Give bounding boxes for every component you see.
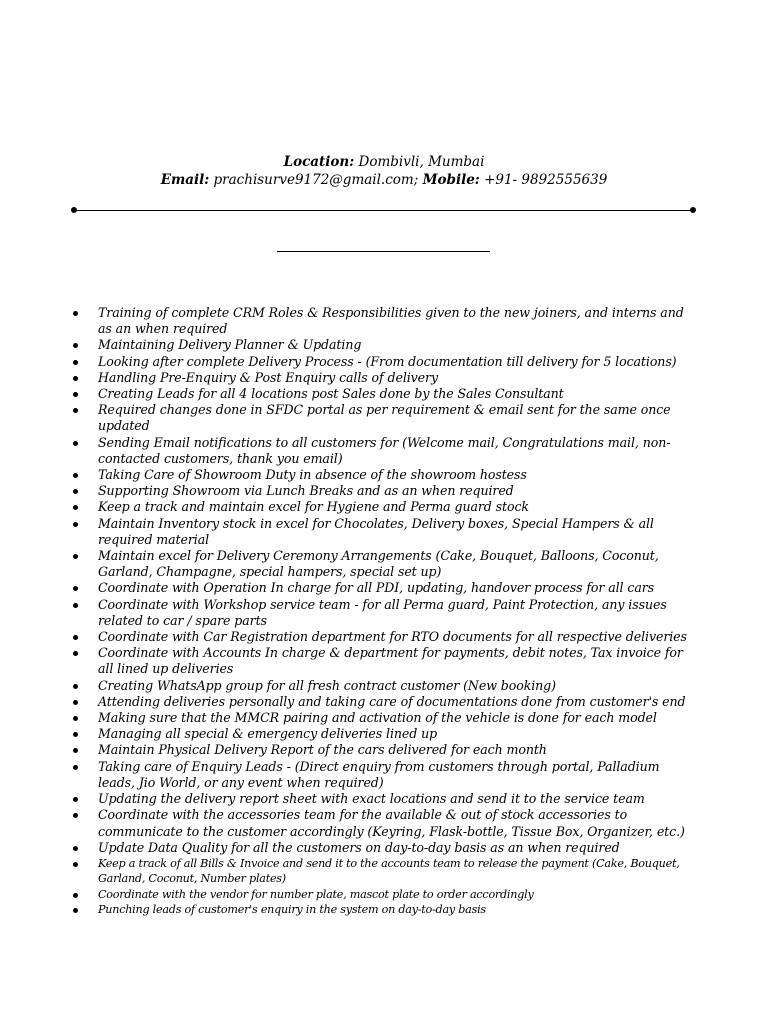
list-item-text: Managing all special & emergency deliveries lined up xyxy=(98,726,438,742)
bullet-icon xyxy=(73,732,78,737)
bullet-icon xyxy=(73,441,78,446)
bullet-icon xyxy=(73,797,78,802)
list-item-text: Coordinate with Operation In charge for all PDI, updating, handover process for all cars xyxy=(98,580,655,596)
list-item xyxy=(70,499,700,515)
bullet-icon xyxy=(73,846,78,851)
bullet-icon xyxy=(73,716,78,721)
list-item xyxy=(70,386,700,402)
list-item-text: Taking Care of Showroom Duty in absence of the showroom hostess xyxy=(98,467,527,483)
list-item xyxy=(70,305,700,337)
list-item-text: Sending Email notifications to all customers for (Welcome mail, Congratulations mail, non-contacted customers, thank you email) xyxy=(98,434,671,466)
list-item-text: Looking after complete Delivery Process - (From documentation till delivery for 5 locations) xyxy=(98,353,677,369)
mobile-label: Mobile: xyxy=(422,172,480,188)
list-item-text: Coordinate with the vendor for number plate, mascot plate to order accordingly xyxy=(98,887,534,901)
list-item-text: Handling Pre-Enquiry & Post Enquiry calls of delivery xyxy=(98,369,438,385)
list-item-text: Keep a track and maintain excel for Hygiene and Perma guard stock xyxy=(98,499,529,515)
list-item-text: Taking care of Enquiry Leads - (Direct enquiry from customers through portal, Palladium leads, Jio World, or any event when required) xyxy=(98,758,660,790)
list-item xyxy=(70,742,700,758)
list-item-text: Punching leads of customer's enquiry in the system on day-to-day basis xyxy=(98,903,486,917)
section-heading-underline xyxy=(277,251,490,252)
list-item xyxy=(70,678,700,694)
list-item xyxy=(70,791,700,807)
bullet-icon xyxy=(73,651,78,656)
list-item xyxy=(70,370,700,386)
list-item xyxy=(70,629,700,645)
list-item-text: Coordinate with Workshop service team - for all Perma guard, Paint Protection, any issues related to car / spare parts xyxy=(98,596,667,628)
bullet-icon xyxy=(73,343,78,348)
list-item xyxy=(70,354,700,370)
list-item xyxy=(70,467,700,483)
bullet-icon xyxy=(73,522,78,527)
list-item xyxy=(70,726,700,742)
bullet-icon xyxy=(73,893,78,898)
email-label: Email: xyxy=(160,172,210,188)
list-item xyxy=(70,548,700,580)
bullet-icon xyxy=(73,586,78,591)
bullet-icon xyxy=(73,684,78,689)
list-item xyxy=(70,337,700,353)
list-item-text: Maintain Physical Delivery Report of the cars delivered for each month xyxy=(98,742,547,758)
location-label: Location: xyxy=(283,154,355,170)
list-item xyxy=(70,902,700,917)
bullet-icon xyxy=(73,392,78,397)
list-item xyxy=(70,856,700,887)
bullet-icon xyxy=(73,376,78,381)
bullet-icon xyxy=(73,748,78,753)
list-item-text: Training of complete CRM Roles & Responsibilities given to the new joiners, and interns and as an when required xyxy=(98,305,684,337)
location-line xyxy=(0,153,768,171)
bullet-icon xyxy=(73,408,78,413)
bullet-icon xyxy=(73,554,78,559)
list-item xyxy=(70,807,700,839)
list-item xyxy=(70,580,700,596)
bullet-icon xyxy=(73,635,78,640)
list-item xyxy=(70,435,700,467)
list-item-text: Creating WhatsApp group for all fresh contract customer (New booking) xyxy=(98,677,556,693)
list-item xyxy=(70,710,700,726)
list-item-text: Required changes done in SFDC portal as per requirement & email sent for the same once updated xyxy=(98,402,671,434)
list-item-text: Attending deliveries personally and taking care of documentations done from customer's end xyxy=(98,693,686,709)
list-item xyxy=(70,887,700,902)
list-item-text: Keep a track of all Bills & Invoice and send it to the accounts team to release the payment (Cake, Bouquet, Garland, Coconut, Number plates) xyxy=(98,856,680,886)
list-item-text: Creating Leads for all 4 locations post Sales done by the Sales Consultant xyxy=(98,386,564,402)
list-item xyxy=(70,483,700,499)
email-mobile-line xyxy=(0,171,768,189)
bullet-icon xyxy=(73,473,78,478)
list-item-text: Updating the delivery report sheet with exact locations and send it to the service team xyxy=(98,791,645,807)
list-item-text: Maintain Inventory stock in excel for Chocolates, Delivery boxes, Special Hampers & all required material xyxy=(98,515,654,547)
list-item xyxy=(70,402,700,434)
email-value: prachisurve9172@gmail.com; xyxy=(209,172,423,188)
list-item xyxy=(70,759,700,791)
list-item-text: Coordinate with the accessories team for the available & out of stock accessories to communicate to the customer accordingly (Keyring, Flask-bottle, Tissue Box, Organizer, etc.) xyxy=(98,807,685,839)
divider-right-dot xyxy=(690,207,696,213)
location-value: Dombivli, Mumbai xyxy=(354,154,485,170)
list-item-text: Maintaining Delivery Planner & Updating xyxy=(98,337,362,353)
mobile-value: +91- 9892555639 xyxy=(479,172,608,188)
header-divider xyxy=(74,210,693,211)
bullet-icon xyxy=(73,360,78,365)
bullet-icon xyxy=(73,603,78,608)
list-item xyxy=(70,840,700,856)
bullet-icon xyxy=(73,311,78,316)
list-item-text: Maintain excel for Delivery Ceremony Arrangements (Cake, Bouquet, Balloons, Coconut, Garland, Champagne, special hampers, special set up) xyxy=(98,548,659,580)
list-item xyxy=(70,645,700,677)
responsibilities-list xyxy=(70,305,700,918)
list-item-text: Update Data Quality for all the customers on day-to-day basis as an when required xyxy=(98,839,620,855)
list-item xyxy=(70,694,700,710)
bullet-icon xyxy=(73,908,78,913)
list-item xyxy=(70,516,700,548)
bullet-icon xyxy=(73,813,78,818)
list-item-text: Supporting Showroom via Lunch Breaks and as an when required xyxy=(98,483,514,499)
bullet-icon xyxy=(73,505,78,510)
divider-left-dot xyxy=(71,207,77,213)
bullet-icon xyxy=(73,862,78,867)
bullet-icon xyxy=(73,765,78,770)
list-item-text: Coordinate with Accounts In charge & department for payments, debit notes, Tax invoice for all lined up deliveries xyxy=(98,645,683,677)
list-item xyxy=(70,597,700,629)
list-item-text: Making sure that the MMCR pairing and activation of the vehicle is done for each model xyxy=(98,710,657,726)
bullet-icon xyxy=(73,700,78,705)
list-item-text: Coordinate with Car Registration department for RTO documents for all respective deliveries xyxy=(98,629,687,645)
bullet-icon xyxy=(73,489,78,494)
